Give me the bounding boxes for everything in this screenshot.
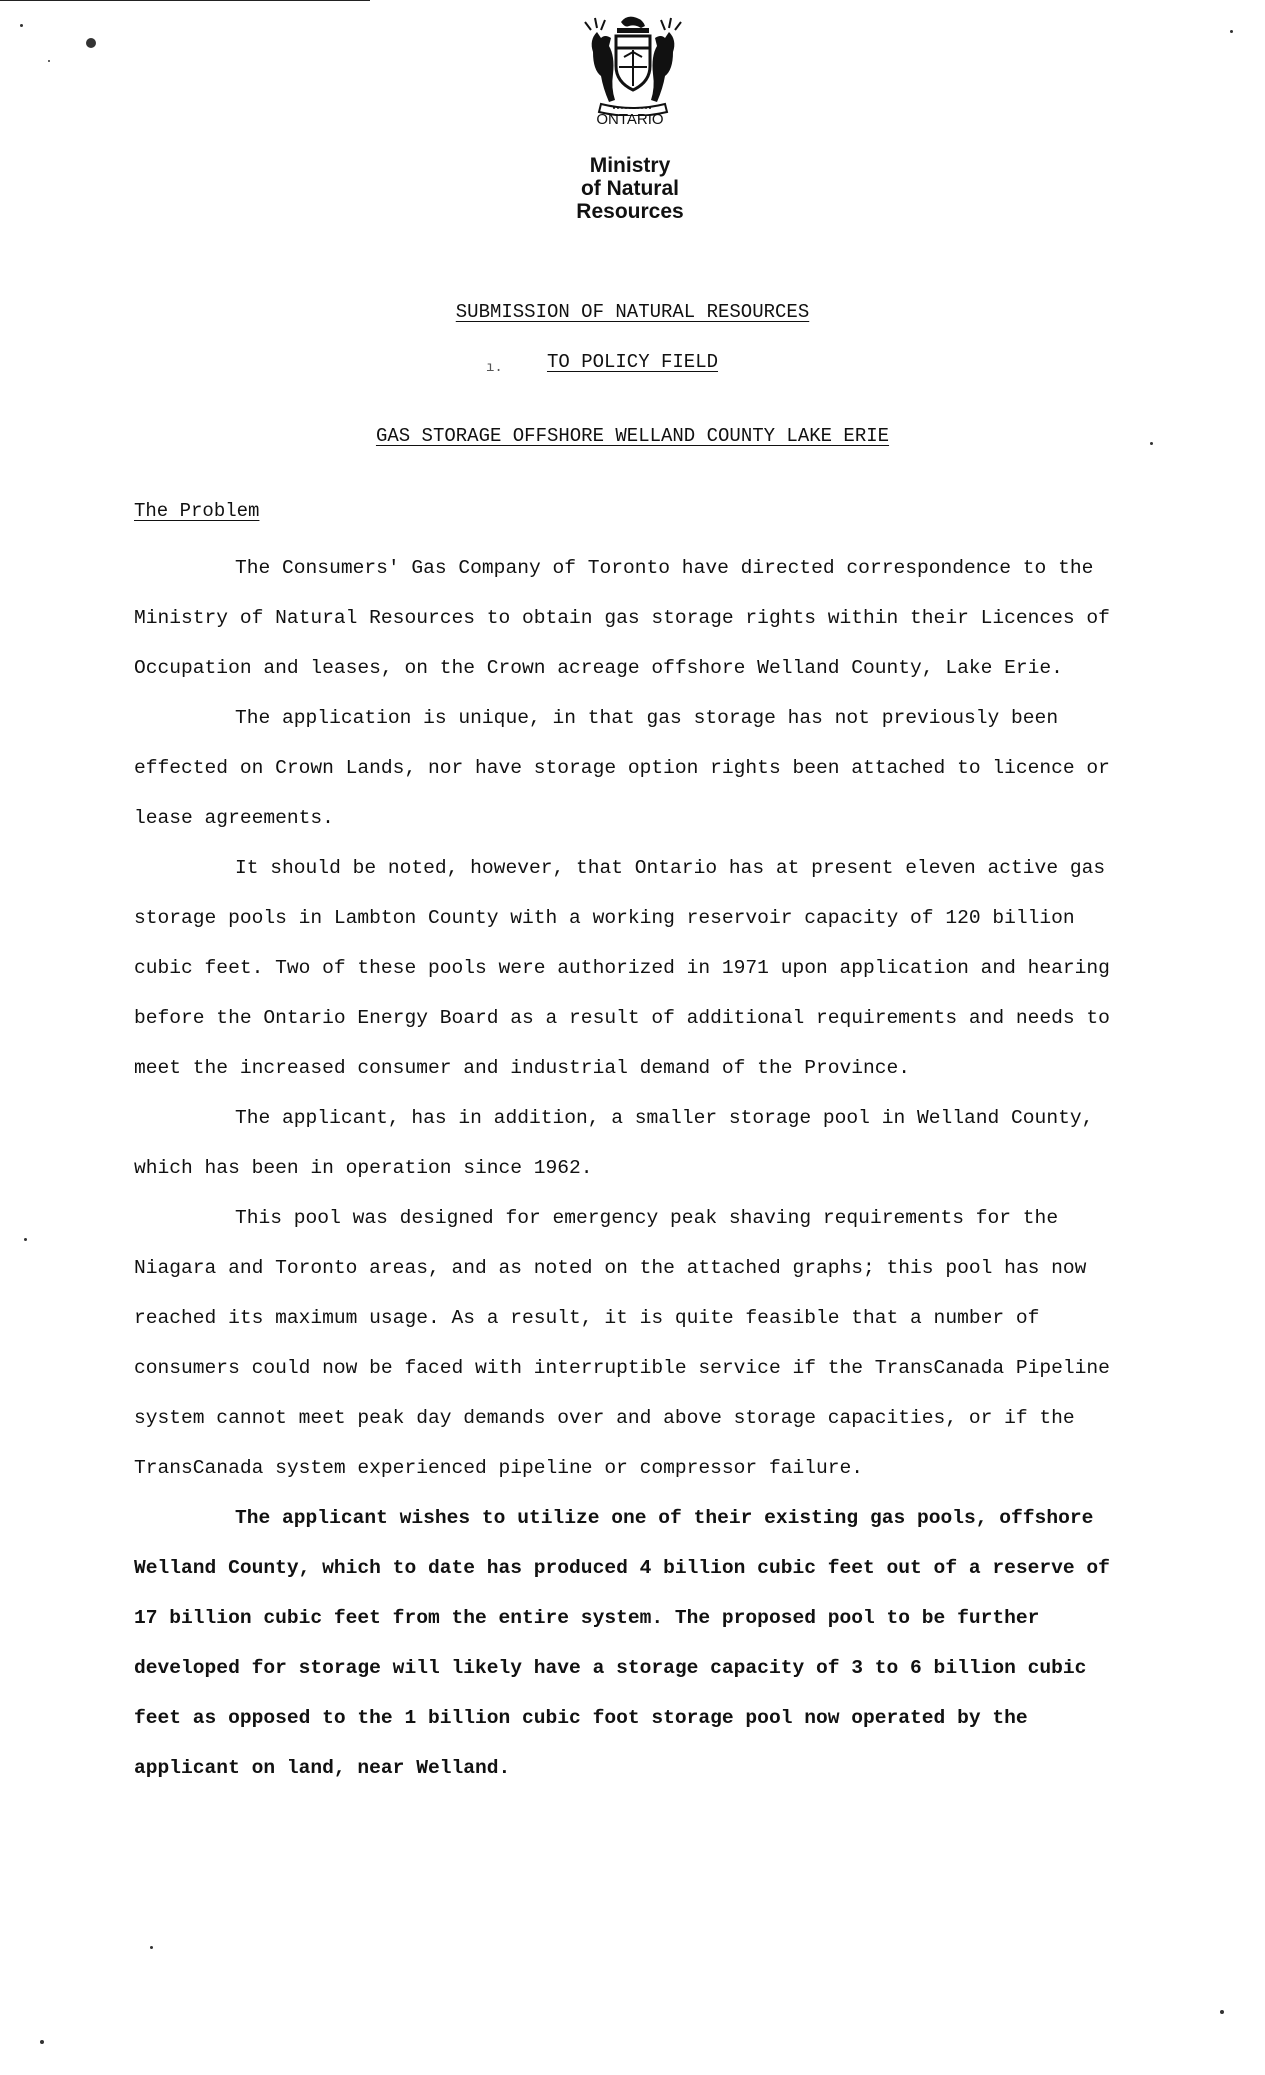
paragraph: The Consumers' Gas Company of Toronto have directed correspondence to the Ministry of Natural Resources to obtain gas storage rights within their Licences of Occupation and leases, on the Crown acreage offshore Welland County, Lake Erie. [134,557,1110,679]
doc-title-line-2: TO POLICY FIELD [546,351,719,373]
scan-speck [1220,2010,1224,2014]
ministry-line-3: Resources [576,200,684,223]
org-name: ONTARIO [596,111,664,128]
section-heading: The Problem [134,500,260,522]
ontario-coat-of-arms-icon [583,12,683,116]
scan-speck [20,24,23,27]
doc-title-line-1: SUBMISSION OF NATURAL RESOURCES [455,301,810,323]
top-rule [0,0,370,1]
ministry-name [555,154,705,223]
scan-speck [1230,30,1233,33]
paragraph: This pool was designed for emergency peak shaving requirements for the Niagara and Toronto areas, and as noted on the attached graphs; this pool has now reached its maximum usage. As a result, it is quite feasible that a number of consumers could now be faced with interruptible service if the TransCanada Pipeline system cannot meet peak day demands over and above storage capacities, or if the TransCanada system experienced pipeline or compressor failure. [134,1207,1110,1479]
scan-speck [48,60,50,62]
scan-speck [150,1946,153,1949]
paragraph: It should be noted, however, that Ontario has at present eleven active gas storage pools in Lambton County with a working reservoir capacity of 120 billion cubic feet. Two of these pools were authorized in 1971 upon application and hearing before the Ontario Energy Board as a result of additional requirements and needs to meet the increased consumer and industrial demand of the Province. [134,857,1110,1079]
body-text [134,543,1134,1793]
paragraph: The application is unique, in that gas storage has not previously been effected on Crown Lands, nor have storage option rights been attached to licence or lease agreements. [134,707,1110,829]
scan-speck [1150,442,1153,445]
ministry-line-1: Ministry [589,154,671,177]
scan-speck [24,1238,27,1241]
doc-title-line-3: GAS STORAGE OFFSHORE WELLAND COUNTY LAKE ERIE [375,425,890,447]
scan-speck [86,38,96,48]
stray-mark: ı. [486,360,503,376]
paragraph: The applicant, has in addition, a smaller storage pool in Welland County, which has been in operation since 1962. [134,1107,1094,1179]
paragraph: The applicant wishes to utilize one of their existing gas pools, offshore Welland County, which to date has produced 4 billion cubic feet out of a reserve of 17 billion cubic feet from the entire system. The proposed pool to be further developed for storage will likely have a storage capacity of 3 to 6 billion cubic feet as opposed to the 1 billion cubic foot storage pool now operated by the applicant on land, near Welland. [134,1507,1110,1779]
ministry-line-2: of Natural [580,177,679,200]
scan-speck [40,2040,44,2044]
